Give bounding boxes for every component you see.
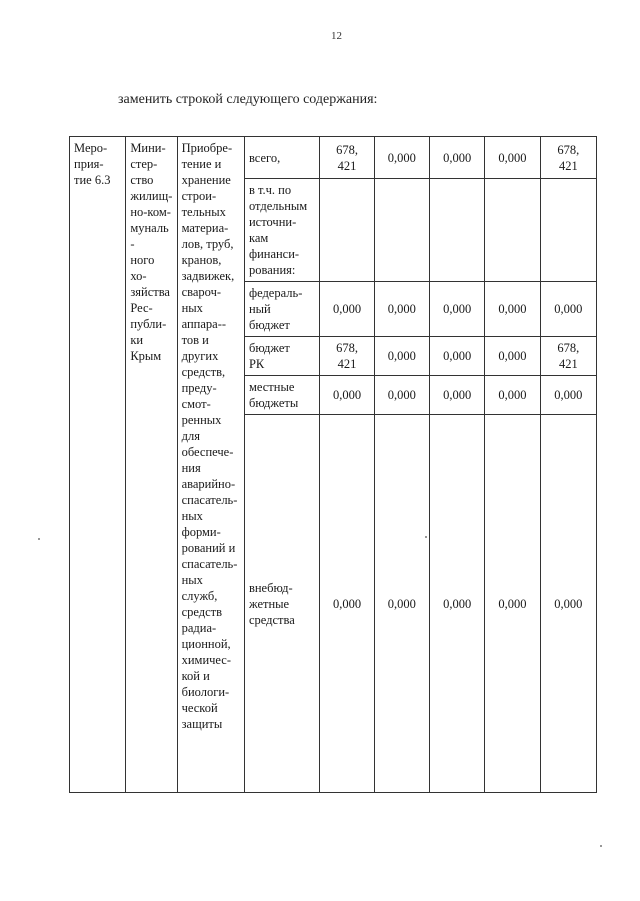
source-cell: в т.ч. по отдельным источни- кам финанси- рования: (244, 179, 319, 282)
value-cell (540, 179, 596, 282)
value-cell: 0,000 (374, 137, 429, 179)
value-cell: 0,000 (430, 376, 485, 415)
activity-table (69, 136, 597, 793)
value-cell: 0,000 (320, 415, 374, 793)
value-cell: 678, 421 (320, 137, 374, 179)
activity-cell: Меро- прия- тие 6.3 (70, 137, 126, 793)
source-cell: всего, (244, 137, 319, 179)
scan-speck (425, 536, 427, 538)
value-cell: 0,000 (540, 415, 596, 793)
value-cell: 0,000 (485, 376, 540, 415)
value-cell: 0,000 (485, 137, 540, 179)
page-number: 12 (331, 30, 342, 42)
value-cell: 0,000 (540, 282, 596, 337)
value-cell: 0,000 (374, 376, 429, 415)
value-cell: 0,000 (430, 415, 485, 793)
value-cell (320, 179, 374, 282)
value-cell: 0,000 (430, 282, 485, 337)
source-cell: местные бюджеты (244, 376, 319, 415)
value-cell: 678, 421 (540, 337, 596, 376)
value-cell: 678, 421 (540, 137, 596, 179)
value-cell: 0,000 (374, 415, 429, 793)
value-cell: 0,000 (430, 337, 485, 376)
value-cell: 0,000 (374, 282, 429, 337)
value-cell: 0,000 (320, 376, 374, 415)
value-cell (374, 179, 429, 282)
value-cell: 0,000 (540, 376, 596, 415)
value-cell: 0,000 (485, 337, 540, 376)
scan-speck (600, 845, 602, 847)
value-cell: 0,000 (374, 337, 429, 376)
value-cell: 0,000 (320, 282, 374, 337)
value-cell: 0,000 (485, 282, 540, 337)
value-cell: 0,000 (430, 137, 485, 179)
description-cell: Приобре- тение и хранение строи- тельных материа- лов, труб, кранов, задвижек, свароч- ных аппара-- тов и других средств, преду- смот- ренных для обеспече- ния аварийно- спасатель- ных форми- рований и спасатель- ных служб, средств радиа- ционной, химичес- кой и биологи- ческой защиты (177, 137, 244, 793)
source-cell: бюджет РК (244, 337, 319, 376)
value-cell: 0,000 (485, 415, 540, 793)
source-cell: федераль- ный бюджет (244, 282, 319, 337)
value-cell: 678, 421 (320, 337, 374, 376)
scan-speck (38, 538, 40, 540)
value-cell (430, 179, 485, 282)
intro-text: заменить строкой следующего содержания: (118, 92, 378, 107)
value-cell (485, 179, 540, 282)
table-row (70, 137, 597, 179)
source-cell: внебюд- жетные средства (244, 415, 319, 793)
executor-cell: Мини- стер- ство жилищ- но-ком- муналь- ного хо- зяйства Рес- публи- ки Крым (126, 137, 177, 793)
